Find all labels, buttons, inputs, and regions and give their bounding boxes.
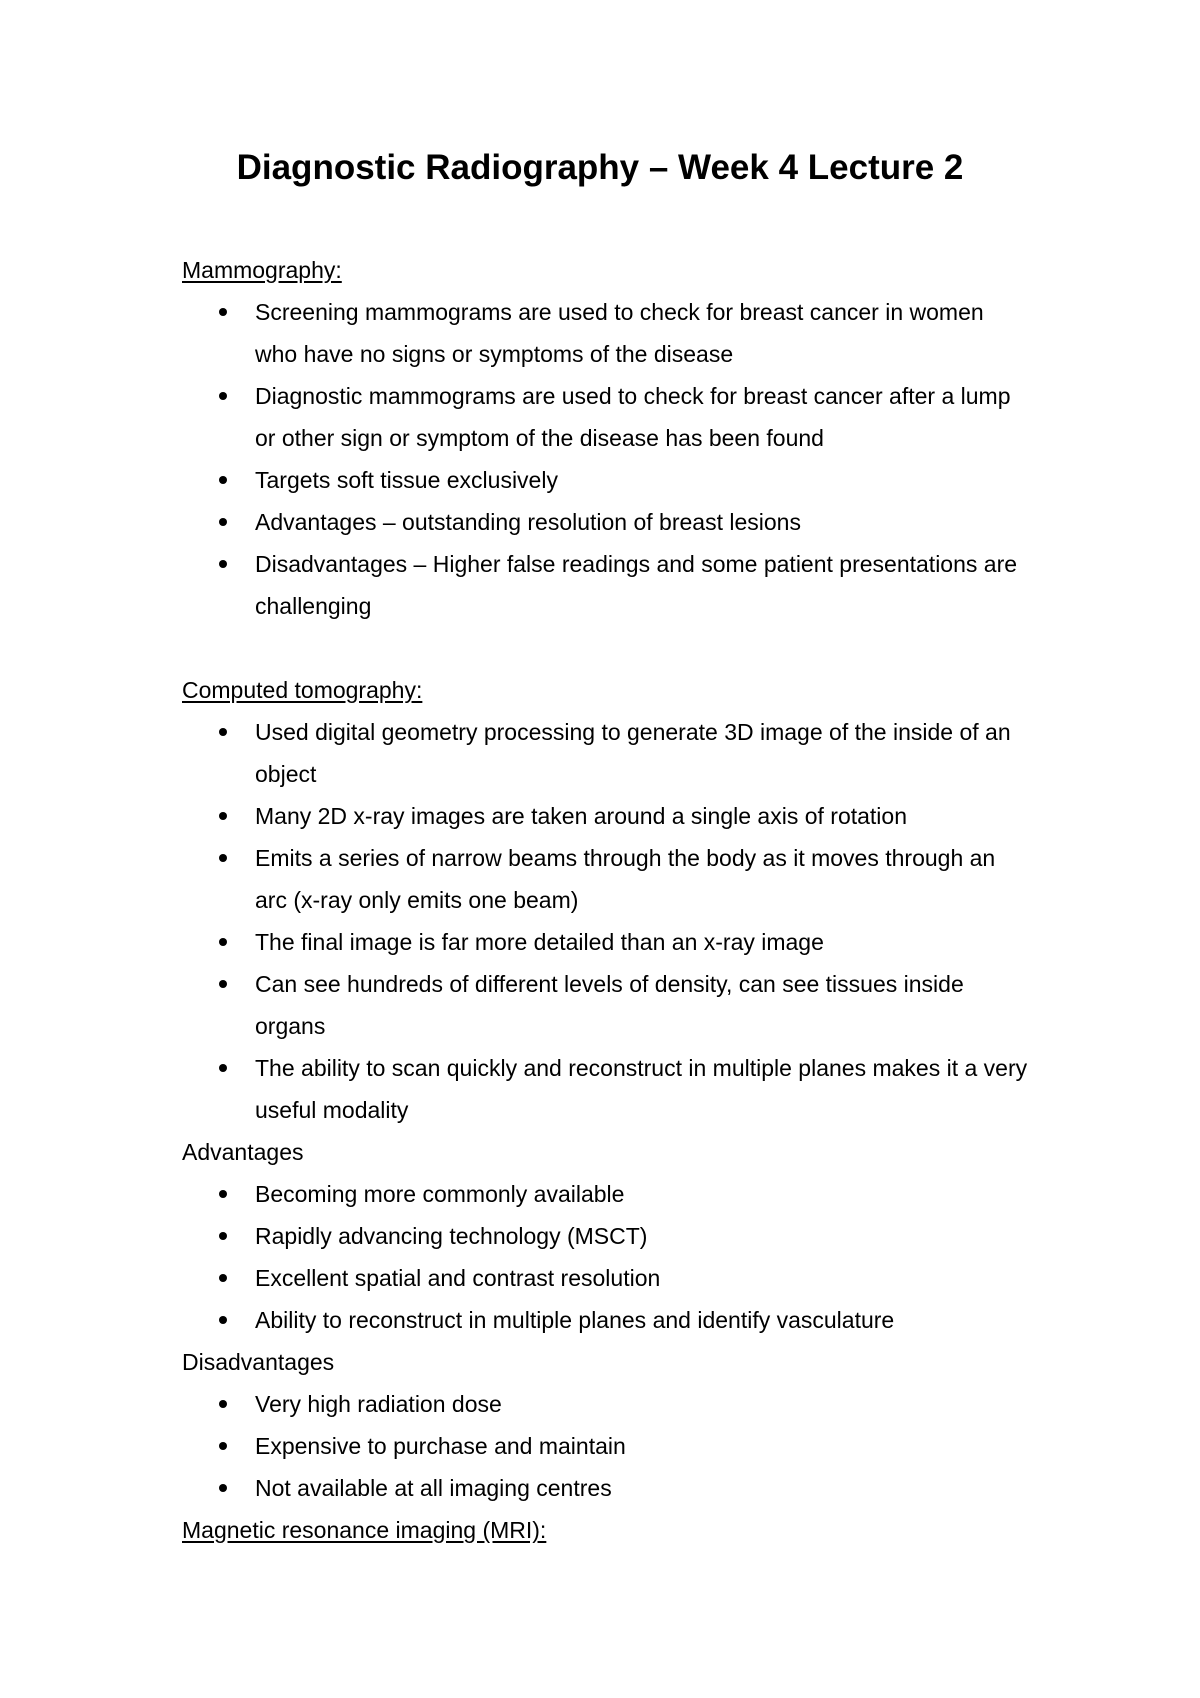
- list-item: Advantages – outstanding resolution of breast lesions: [182, 501, 1032, 543]
- list-item: Rapidly advancing technology (MSCT): [182, 1215, 1032, 1257]
- bullet-icon: [219, 560, 227, 568]
- bullet-icon: [219, 812, 227, 820]
- list-item: Disadvantages – Higher false readings and some patient presentations are challenging: [182, 543, 1032, 627]
- bullet-icon: [219, 728, 227, 736]
- list-item: Ability to reconstruct in multiple planes and identify vasculature: [182, 1299, 1032, 1341]
- list-item: Becoming more commonly available: [182, 1173, 1032, 1215]
- bullet-icon: [219, 1274, 227, 1282]
- bullet-icon: [219, 1064, 227, 1072]
- blank-line: [182, 627, 1032, 669]
- section-heading-computed-tomography: Computed tomography:: [182, 677, 423, 703]
- bullet-icon: [219, 1400, 227, 1408]
- page-title: Diagnostic Radiography – Week 4 Lecture 2: [236, 148, 964, 187]
- bullet-icon: [219, 308, 227, 316]
- list-item: The final image is far more detailed than an x-ray image: [182, 921, 1032, 963]
- list-item: Used digital geometry processing to generate 3D image of the inside of an object: [182, 711, 1032, 795]
- list-item: Many 2D x-ray images are taken around a single axis of rotation: [182, 795, 1032, 837]
- list-item: Diagnostic mammograms are used to check for breast cancer after a lump or other sign or symptom of the disease has been found: [182, 375, 1032, 459]
- list-item: Expensive to purchase and maintain: [182, 1425, 1032, 1467]
- bullet-icon: [219, 518, 227, 526]
- ct-disadvantages-label: Disadvantages: [182, 1349, 335, 1375]
- bullet-icon: [219, 1316, 227, 1324]
- bullet-icon: [219, 1484, 227, 1492]
- ct-advantages-list: [182, 1173, 1032, 1341]
- list-item: Targets soft tissue exclusively: [182, 459, 1032, 501]
- bullet-icon: [219, 1232, 227, 1240]
- bullet-icon: [219, 1442, 227, 1450]
- ct-list: [182, 711, 1032, 1131]
- list-item: Emits a series of narrow beams through the body as it moves through an arc (x-ray only emits one beam): [182, 837, 1032, 921]
- document-body: [182, 249, 1032, 1551]
- bullet-icon: [219, 1190, 227, 1198]
- list-item: Screening mammograms are used to check for breast cancer in women who have no signs or symptoms of the disease: [182, 291, 1032, 375]
- list-item: The ability to scan quickly and reconstruct in multiple planes makes it a very useful modality: [182, 1047, 1032, 1131]
- bullet-icon: [219, 392, 227, 400]
- bullet-icon: [219, 938, 227, 946]
- list-item: Very high radiation dose: [182, 1383, 1032, 1425]
- bullet-icon: [219, 854, 227, 862]
- section-heading-mammography: Mammography:: [182, 257, 342, 283]
- list-item: Excellent spatial and contrast resolution: [182, 1257, 1032, 1299]
- bullet-icon: [219, 476, 227, 484]
- mammography-list: [182, 291, 1032, 627]
- list-item: Can see hundreds of different levels of density, can see tissues inside organs: [182, 963, 1032, 1047]
- bullet-icon: [219, 980, 227, 988]
- list-item: Not available at all imaging centres: [182, 1467, 1032, 1509]
- ct-disadvantages-list: [182, 1383, 1032, 1509]
- ct-advantages-label: Advantages: [182, 1139, 304, 1165]
- section-heading-mri: Magnetic resonance imaging (MRI):: [182, 1517, 547, 1543]
